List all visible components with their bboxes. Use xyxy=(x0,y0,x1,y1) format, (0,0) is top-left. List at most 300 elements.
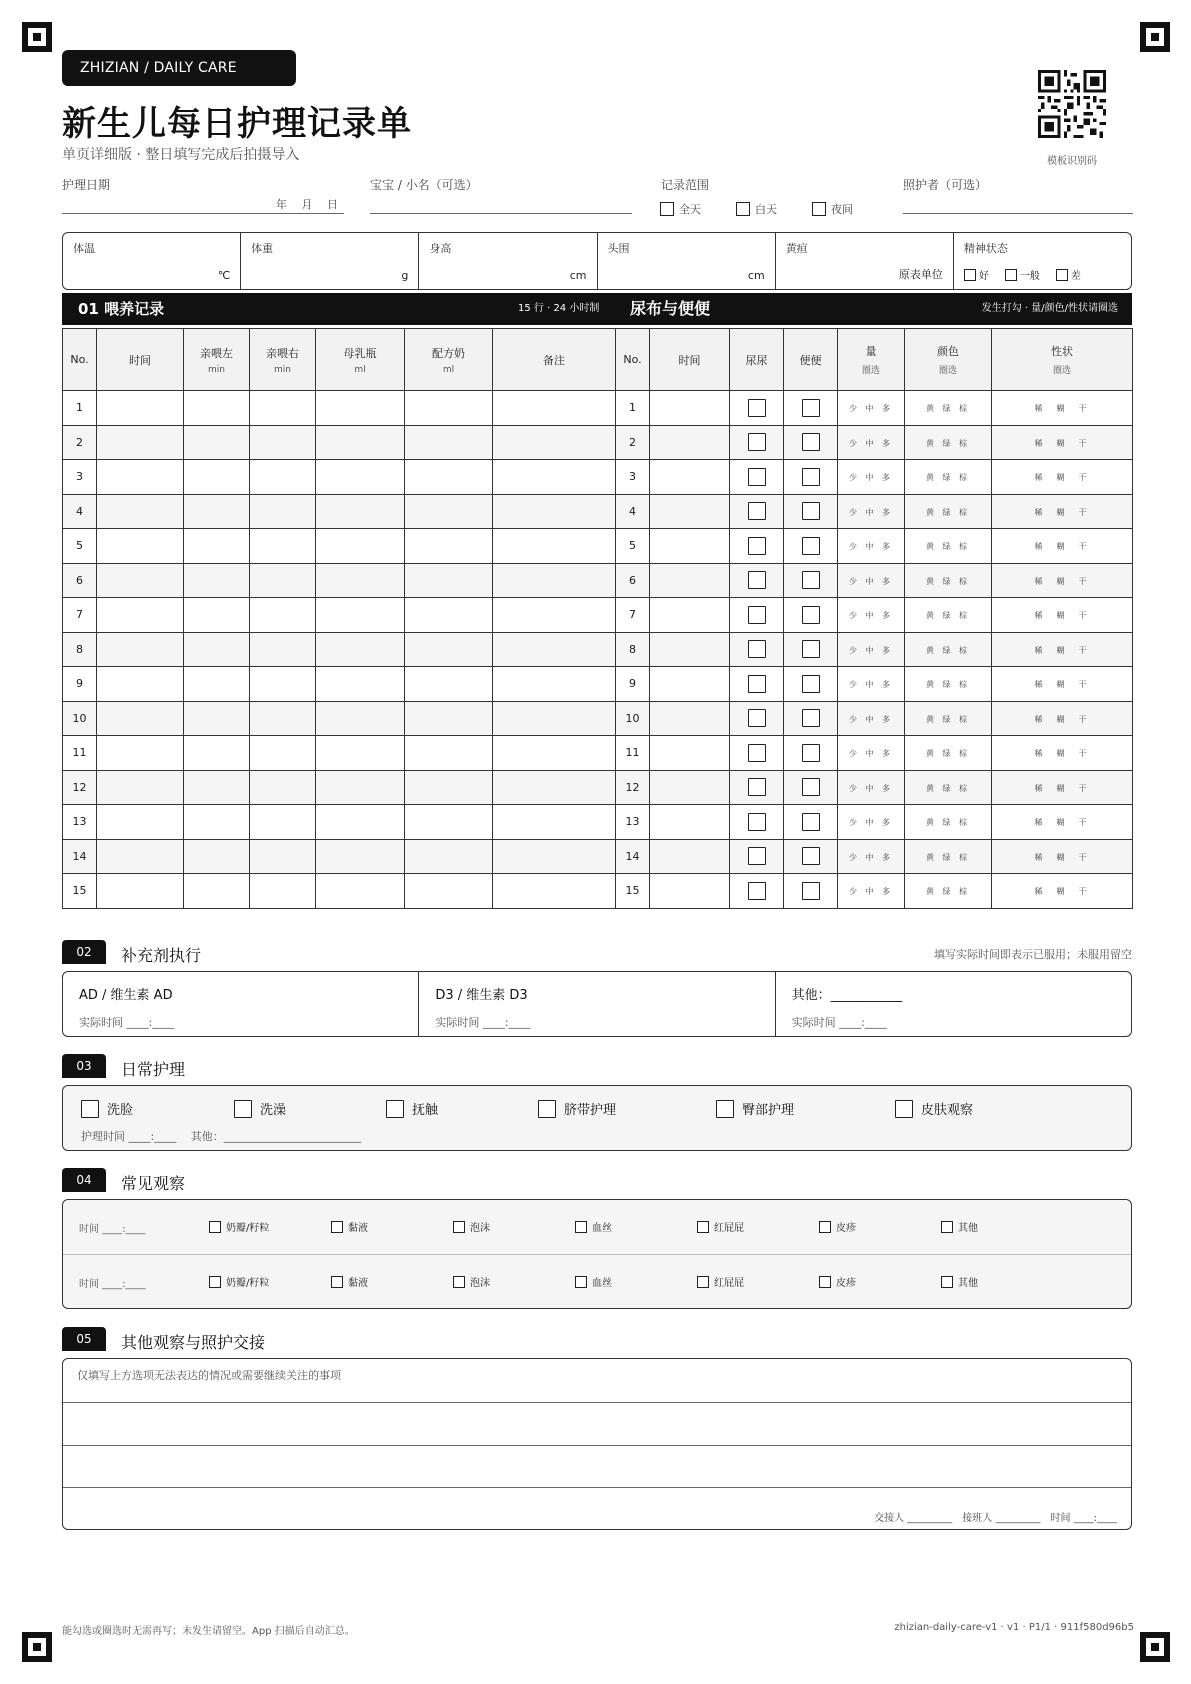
feeding-cell[interactable] xyxy=(97,839,184,874)
feeding-cell[interactable] xyxy=(493,391,616,426)
column-label: 时间 xyxy=(678,353,701,367)
observation-option-skin-rash[interactable] xyxy=(819,1274,856,1289)
checkbox[interactable] xyxy=(736,202,750,216)
checkbox[interactable] xyxy=(819,1221,831,1233)
supplement-note: 填写实际时间即表示已服用；未服用留空 xyxy=(934,948,1132,961)
checkbox[interactable] xyxy=(1005,269,1017,281)
feeding-cell[interactable] xyxy=(405,425,493,460)
pee-checkbox[interactable] xyxy=(748,847,766,865)
mood-option-fair[interactable]: 一般 xyxy=(1005,267,1040,282)
feeding-cell[interactable] xyxy=(316,874,405,909)
poop-checkbox[interactable] xyxy=(802,606,820,624)
amount-options[interactable]: 少 中 多 xyxy=(848,473,894,483)
feeding-cell[interactable] xyxy=(405,701,493,736)
feeding-cell[interactable] xyxy=(97,529,184,564)
feeding-cell[interactable] xyxy=(405,563,493,598)
texture-options-cell xyxy=(992,460,1133,495)
color-options[interactable]: 黄 绿 棕 xyxy=(925,576,971,586)
feeding-cell[interactable] xyxy=(493,598,616,633)
feeding-cell[interactable] xyxy=(250,805,316,840)
feeding-cell[interactable] xyxy=(250,632,316,667)
amount-options[interactable]: 少 中 多 xyxy=(848,611,894,621)
diaper-time-cell[interactable] xyxy=(650,460,730,495)
diaper-time-cell[interactable] xyxy=(650,701,730,736)
feeding-cell[interactable] xyxy=(493,736,616,771)
feeding-cell[interactable] xyxy=(250,701,316,736)
feeding-cell[interactable] xyxy=(250,529,316,564)
color-options-cell xyxy=(905,874,992,909)
mood-option-good[interactable]: 好 xyxy=(964,267,989,282)
observation-box xyxy=(62,1199,1132,1309)
row-number: 14 xyxy=(63,839,97,874)
feeding-cell[interactable] xyxy=(250,839,316,874)
feeding-cell[interactable] xyxy=(97,874,184,909)
feeding-cell[interactable] xyxy=(97,632,184,667)
pee-checkbox[interactable] xyxy=(748,744,766,762)
color-options-cell xyxy=(905,425,992,460)
row-number: 4 xyxy=(63,494,97,529)
feeding-cell[interactable] xyxy=(405,460,493,495)
observation-option-label: 泡沫 xyxy=(470,1223,490,1234)
diaper-time-cell[interactable] xyxy=(650,874,730,909)
poop-checkbox[interactable] xyxy=(802,571,820,589)
observation-option-mucus[interactable] xyxy=(331,1274,368,1289)
observation-option-other[interactable] xyxy=(941,1274,978,1289)
observation-option-diaper-rash[interactable] xyxy=(697,1274,744,1289)
observation-option-label: 红屁屁 xyxy=(714,1223,744,1234)
texture-options[interactable]: 稀 糊 干 xyxy=(1034,404,1090,414)
checkbox[interactable] xyxy=(819,1276,831,1288)
amount-options-cell xyxy=(838,460,905,495)
color-options[interactable]: 黄 绿 棕 xyxy=(925,404,971,414)
feeding-cell[interactable] xyxy=(184,529,250,564)
feeding-cell[interactable] xyxy=(250,494,316,529)
feeding-cell[interactable] xyxy=(405,391,493,426)
feeding-cell[interactable] xyxy=(405,874,493,909)
supplement-other[interactable]: 其他：___________ 实际时间 ____:____ xyxy=(791,988,903,1029)
feeding-cell[interactable] xyxy=(250,598,316,633)
feeding-cell[interactable] xyxy=(493,770,616,805)
feeding-cell[interactable] xyxy=(184,425,250,460)
feeding-cell[interactable] xyxy=(97,494,184,529)
checkbox[interactable] xyxy=(964,269,976,281)
amount-options[interactable]: 少 中 多 xyxy=(848,507,894,517)
feeding-cell[interactable] xyxy=(184,736,250,771)
texture-options[interactable]: 稀 糊 干 xyxy=(1034,645,1090,655)
feeding-cell[interactable] xyxy=(97,701,184,736)
amount-options-cell xyxy=(838,701,905,736)
feeding-cell[interactable] xyxy=(493,529,616,564)
feeding-cell[interactable] xyxy=(316,667,405,702)
pee-checkbox[interactable] xyxy=(748,399,766,417)
amount-options[interactable]: 少 中 多 xyxy=(848,576,894,586)
feeding-cell[interactable] xyxy=(184,805,250,840)
feeding-cell[interactable] xyxy=(250,425,316,460)
pee-checkbox[interactable] xyxy=(748,882,766,900)
feeding-cell[interactable] xyxy=(405,598,493,633)
checkbox[interactable] xyxy=(331,1221,343,1233)
checkbox[interactable] xyxy=(234,1100,252,1118)
amount-options[interactable]: 少 中 多 xyxy=(848,714,894,724)
color-options-cell xyxy=(905,598,992,633)
diaper-table xyxy=(615,328,1133,909)
poop-checkbox[interactable] xyxy=(802,502,820,520)
section-badge-05: 05 xyxy=(62,1327,106,1351)
pee-checkbox-cell xyxy=(730,494,784,529)
texture-options-cell xyxy=(992,563,1133,598)
feeding-cell[interactable] xyxy=(184,494,250,529)
feeding-cell[interactable] xyxy=(493,494,616,529)
observation-option-blood-streak[interactable] xyxy=(575,1219,612,1234)
care-item-skin-check[interactable]: 皮肤观察 xyxy=(895,1099,973,1118)
row-number: 8 xyxy=(616,632,650,667)
poop-checkbox[interactable] xyxy=(802,744,820,762)
amount-options[interactable]: 少 中 多 xyxy=(848,542,894,552)
pee-checkbox[interactable] xyxy=(748,778,766,796)
color-options[interactable]: 黄 绿 棕 xyxy=(925,507,971,517)
notes-box[interactable] xyxy=(62,1358,1132,1530)
care-time-field[interactable]: 护理时间 ____:____ 其他：_________________________ xyxy=(81,1130,362,1143)
checkbox[interactable] xyxy=(697,1276,709,1288)
pee-checkbox[interactable] xyxy=(748,675,766,693)
notes-line xyxy=(63,1445,1131,1446)
vital-temperature[interactable]: 体温 ℃ xyxy=(63,233,241,289)
checkbox[interactable] xyxy=(575,1276,587,1288)
diaper-time-cell[interactable] xyxy=(650,667,730,702)
feeding-cell[interactable] xyxy=(316,736,405,771)
range-option-fullday[interactable]: 全天 xyxy=(660,201,701,217)
color-options[interactable]: 黄 绿 棕 xyxy=(925,645,971,655)
pee-checkbox-cell xyxy=(730,770,784,805)
poop-checkbox[interactable] xyxy=(802,675,820,693)
feeding-cell[interactable] xyxy=(316,805,405,840)
color-options[interactable]: 黄 绿 棕 xyxy=(925,852,971,862)
supplement-d3[interactable]: D3 / 维生素 D3 实际时间 ____:____ xyxy=(419,972,775,1036)
feeding-cell[interactable] xyxy=(316,839,405,874)
feeding-cell[interactable] xyxy=(97,667,184,702)
feeding-cell[interactable] xyxy=(97,460,184,495)
poop-checkbox[interactable] xyxy=(802,468,820,486)
amount-options[interactable]: 少 中 多 xyxy=(848,645,894,655)
feeding-cell[interactable] xyxy=(97,425,184,460)
checkbox[interactable] xyxy=(386,1100,404,1118)
observation-option-milk-curd[interactable] xyxy=(209,1274,269,1289)
observation-option-milk-curd[interactable] xyxy=(209,1219,269,1234)
checkbox[interactable] xyxy=(538,1100,556,1118)
page-title: 新生儿每日护理记录单 xyxy=(62,104,412,144)
observation-option-other[interactable] xyxy=(941,1219,978,1234)
feeding-cell[interactable] xyxy=(405,839,493,874)
amount-options[interactable]: 少 中 多 xyxy=(848,852,894,862)
observation-time-field[interactable]: 时间 ____:____ xyxy=(79,1279,146,1290)
supplement-box xyxy=(62,971,1132,1037)
pee-checkbox[interactable] xyxy=(748,433,766,451)
checkbox[interactable] xyxy=(331,1276,343,1288)
vital-height[interactable]: 身高 cm xyxy=(419,233,597,289)
poop-checkbox[interactable] xyxy=(802,640,820,658)
texture-options[interactable]: 稀 糊 干 xyxy=(1034,576,1090,586)
feeding-cell[interactable] xyxy=(97,563,184,598)
checkbox[interactable] xyxy=(209,1276,221,1288)
pee-checkbox[interactable] xyxy=(748,571,766,589)
diaper-time-cell[interactable] xyxy=(650,563,730,598)
observation-option-mucus[interactable] xyxy=(331,1219,368,1234)
diaper-time-cell[interactable] xyxy=(650,632,730,667)
observation-time-field[interactable]: 时间 ____:____ xyxy=(79,1224,146,1235)
poop-checkbox[interactable] xyxy=(802,399,820,417)
vital-head-circumference[interactable]: 头围 cm xyxy=(598,233,776,289)
feeding-cell[interactable] xyxy=(250,667,316,702)
diaper-time-cell[interactable] xyxy=(650,494,730,529)
checkbox[interactable] xyxy=(941,1221,953,1233)
texture-options[interactable]: 稀 糊 干 xyxy=(1034,473,1090,483)
diaper-time-cell[interactable] xyxy=(650,805,730,840)
care-item-diaper-area[interactable]: 臀部护理 xyxy=(716,1099,794,1118)
pee-checkbox-cell xyxy=(730,632,784,667)
observation-option-diaper-rash[interactable] xyxy=(697,1219,744,1234)
texture-options[interactable]: 稀 糊 干 xyxy=(1034,783,1090,793)
feeding-cell[interactable] xyxy=(316,770,405,805)
feeding-cell[interactable] xyxy=(184,598,250,633)
feeding-cell[interactable] xyxy=(184,391,250,426)
vital-weight[interactable]: 体重 g xyxy=(241,233,419,289)
checkbox[interactable] xyxy=(697,1221,709,1233)
feeding-cell[interactable] xyxy=(493,667,616,702)
diaper-time-cell[interactable] xyxy=(650,839,730,874)
feeding-cell[interactable] xyxy=(493,874,616,909)
amount-options[interactable]: 少 中 多 xyxy=(848,818,894,828)
feeding-cell[interactable] xyxy=(184,460,250,495)
checkbox[interactable] xyxy=(81,1100,99,1118)
checkbox[interactable] xyxy=(812,202,826,216)
diaper-column-header xyxy=(838,329,905,391)
care-item-bath[interactable]: 洗澡 xyxy=(234,1099,286,1118)
feeding-cell[interactable] xyxy=(250,874,316,909)
poop-checkbox[interactable] xyxy=(802,813,820,831)
feeding-cell[interactable] xyxy=(405,667,493,702)
feeding-column-header xyxy=(97,329,184,391)
color-options[interactable]: 黄 绿 棕 xyxy=(925,714,971,724)
color-options[interactable]: 黄 绿 棕 xyxy=(925,749,971,759)
feeding-cell[interactable] xyxy=(493,805,616,840)
caregiver-field[interactable] xyxy=(903,213,1133,214)
feeding-cell[interactable] xyxy=(184,839,250,874)
color-options[interactable]: 黄 绿 棕 xyxy=(925,542,971,552)
diaper-time-cell[interactable] xyxy=(650,736,730,771)
diaper-row xyxy=(616,667,1133,702)
feeding-cell[interactable] xyxy=(316,425,405,460)
pee-checkbox-cell xyxy=(730,701,784,736)
feeding-cell[interactable] xyxy=(493,460,616,495)
feeding-cell[interactable] xyxy=(184,701,250,736)
color-options[interactable]: 黄 绿 棕 xyxy=(925,611,971,621)
feeding-row xyxy=(63,494,616,529)
feeding-column-header xyxy=(250,329,316,391)
feeding-cell[interactable] xyxy=(97,598,184,633)
feeding-cell[interactable] xyxy=(184,632,250,667)
color-options[interactable]: 黄 绿 棕 xyxy=(925,783,971,793)
baby-name-field[interactable] xyxy=(370,213,632,214)
texture-options[interactable]: 稀 糊 干 xyxy=(1034,611,1090,621)
pee-checkbox[interactable] xyxy=(748,709,766,727)
feeding-cell[interactable] xyxy=(316,563,405,598)
checkbox[interactable] xyxy=(209,1221,221,1233)
row-number: 15 xyxy=(616,874,650,909)
range-option-night[interactable]: 夜间 xyxy=(812,201,853,217)
vital-jaundice[interactable]: 黄疸 原表单位 xyxy=(776,233,954,289)
checkbox[interactable] xyxy=(575,1221,587,1233)
feeding-cell[interactable] xyxy=(316,598,405,633)
feeding-cell[interactable] xyxy=(405,805,493,840)
feeding-cell[interactable] xyxy=(316,701,405,736)
care-item-face-wash[interactable]: 洗脸 xyxy=(81,1099,133,1118)
color-options[interactable]: 黄 绿 棕 xyxy=(925,473,971,483)
color-options[interactable]: 黄 绿 棕 xyxy=(925,680,971,690)
poop-checkbox[interactable] xyxy=(802,709,820,727)
texture-options[interactable]: 稀 糊 干 xyxy=(1034,818,1090,828)
observation-option-label: 黏液 xyxy=(348,1278,368,1289)
diaper-row xyxy=(616,839,1133,874)
column-unit: 圈选 xyxy=(1052,366,1071,376)
observation-option-blood-streak[interactable] xyxy=(575,1274,612,1289)
column-label: 性状 xyxy=(1051,345,1073,358)
feeding-cell[interactable] xyxy=(316,391,405,426)
amount-options[interactable]: 少 中 多 xyxy=(848,438,894,448)
feeding-cell[interactable] xyxy=(405,770,493,805)
feeding-cell[interactable] xyxy=(250,460,316,495)
care-item-umbilical[interactable]: 脐带护理 xyxy=(538,1099,616,1118)
pee-checkbox[interactable] xyxy=(748,537,766,555)
feeding-cell[interactable] xyxy=(97,736,184,771)
color-options[interactable]: 黄 绿 棕 xyxy=(925,818,971,828)
date-label: 护理日期 xyxy=(62,178,111,192)
checkbox[interactable] xyxy=(453,1276,465,1288)
diaper-row xyxy=(616,494,1133,529)
observation-option-label: 其他 xyxy=(958,1223,978,1234)
pee-checkbox[interactable] xyxy=(748,640,766,658)
texture-options[interactable]: 稀 糊 干 xyxy=(1034,438,1090,448)
amount-options[interactable]: 少 中 多 xyxy=(848,404,894,414)
diaper-time-cell[interactable] xyxy=(650,425,730,460)
observation-option-foam[interactable] xyxy=(453,1219,490,1234)
texture-options[interactable]: 稀 糊 干 xyxy=(1034,542,1090,552)
texture-options[interactable]: 稀 糊 干 xyxy=(1034,887,1090,897)
feeding-cell[interactable] xyxy=(316,494,405,529)
diaper-time-cell[interactable] xyxy=(650,598,730,633)
checkbox[interactable] xyxy=(941,1276,953,1288)
feeding-cell[interactable] xyxy=(184,667,250,702)
feeding-column-header xyxy=(63,329,97,391)
feeding-cell[interactable] xyxy=(250,736,316,771)
observation-option-foam[interactable] xyxy=(453,1274,490,1289)
diaper-time-cell[interactable] xyxy=(650,770,730,805)
feeding-cell[interactable] xyxy=(405,632,493,667)
feeding-cell[interactable] xyxy=(493,632,616,667)
checkbox[interactable] xyxy=(1056,269,1068,281)
range-option-daytime[interactable]: 白天 xyxy=(736,201,777,217)
amount-options[interactable]: 少 中 多 xyxy=(848,749,894,759)
mood-option-poor[interactable]: 差 xyxy=(1056,267,1081,282)
feeding-cell[interactable] xyxy=(493,425,616,460)
poop-checkbox[interactable] xyxy=(802,847,820,865)
feeding-cell[interactable] xyxy=(405,529,493,564)
feeding-cell[interactable] xyxy=(184,563,250,598)
column-unit: 圈选 xyxy=(938,366,957,376)
texture-options[interactable]: 稀 糊 干 xyxy=(1034,749,1090,759)
observation-option-skin-rash[interactable] xyxy=(819,1219,856,1234)
pee-checkbox[interactable] xyxy=(748,502,766,520)
feeding-cell[interactable] xyxy=(250,391,316,426)
feeding-cell[interactable] xyxy=(493,563,616,598)
feeding-cell[interactable] xyxy=(316,632,405,667)
pee-checkbox[interactable] xyxy=(748,468,766,486)
amount-options[interactable]: 少 中 多 xyxy=(848,783,894,793)
feeding-cell[interactable] xyxy=(493,701,616,736)
poop-checkbox-cell xyxy=(784,701,838,736)
feeding-rows-note: 15 行 · 24 小时制 xyxy=(518,303,600,314)
feeding-cell[interactable] xyxy=(97,805,184,840)
checkbox[interactable] xyxy=(716,1100,734,1118)
row-number: 3 xyxy=(616,460,650,495)
feeding-cell[interactable] xyxy=(97,770,184,805)
column-label: 尿尿 xyxy=(745,353,768,367)
feeding-cell[interactable] xyxy=(405,494,493,529)
handover-fields[interactable]: 交接人 _________ 接班人 _________ 时间 ____:____ xyxy=(874,1513,1117,1524)
diaper-time-cell[interactable] xyxy=(650,529,730,564)
feeding-cell[interactable] xyxy=(184,874,250,909)
color-options[interactable]: 黄 绿 棕 xyxy=(925,887,971,897)
feeding-cell[interactable] xyxy=(184,770,250,805)
feeding-cell[interactable] xyxy=(250,563,316,598)
row-number: 6 xyxy=(63,563,97,598)
pee-checkbox[interactable] xyxy=(748,813,766,831)
feeding-row xyxy=(63,391,616,426)
feeding-cell[interactable] xyxy=(316,460,405,495)
feeding-cell[interactable] xyxy=(316,529,405,564)
texture-options[interactable]: 稀 糊 干 xyxy=(1034,680,1090,690)
feeding-table xyxy=(62,328,616,909)
feeding-cell[interactable] xyxy=(250,770,316,805)
texture-options[interactable]: 稀 糊 干 xyxy=(1034,852,1090,862)
poop-checkbox[interactable] xyxy=(802,433,820,451)
feeding-cell[interactable] xyxy=(405,736,493,771)
pee-checkbox-cell xyxy=(730,736,784,771)
pee-checkbox[interactable] xyxy=(748,606,766,624)
poop-checkbox[interactable] xyxy=(802,537,820,555)
date-field[interactable] xyxy=(62,213,344,214)
amount-options[interactable]: 少 中 多 xyxy=(848,680,894,690)
color-options[interactable]: 黄 绿 棕 xyxy=(925,438,971,448)
texture-options[interactable]: 稀 糊 干 xyxy=(1034,714,1090,724)
supplement-ad[interactable]: AD / 维生素 AD 实际时间 ____:____ xyxy=(63,972,419,1036)
feeding-column-header xyxy=(316,329,405,391)
poop-checkbox-cell xyxy=(784,598,838,633)
feeding-cell[interactable] xyxy=(97,391,184,426)
checkbox[interactable] xyxy=(895,1100,913,1118)
checkbox[interactable] xyxy=(660,202,674,216)
texture-options-cell xyxy=(992,805,1133,840)
amount-options-cell xyxy=(838,494,905,529)
feeding-cell[interactable] xyxy=(493,839,616,874)
amount-options[interactable]: 少 中 多 xyxy=(848,887,894,897)
poop-checkbox[interactable] xyxy=(802,778,820,796)
texture-options[interactable]: 稀 糊 干 xyxy=(1034,507,1090,517)
diaper-row xyxy=(616,391,1133,426)
poop-checkbox[interactable] xyxy=(802,882,820,900)
diaper-time-cell[interactable] xyxy=(650,391,730,426)
checkbox[interactable] xyxy=(453,1221,465,1233)
care-item-massage[interactable]: 抚触 xyxy=(386,1099,438,1118)
